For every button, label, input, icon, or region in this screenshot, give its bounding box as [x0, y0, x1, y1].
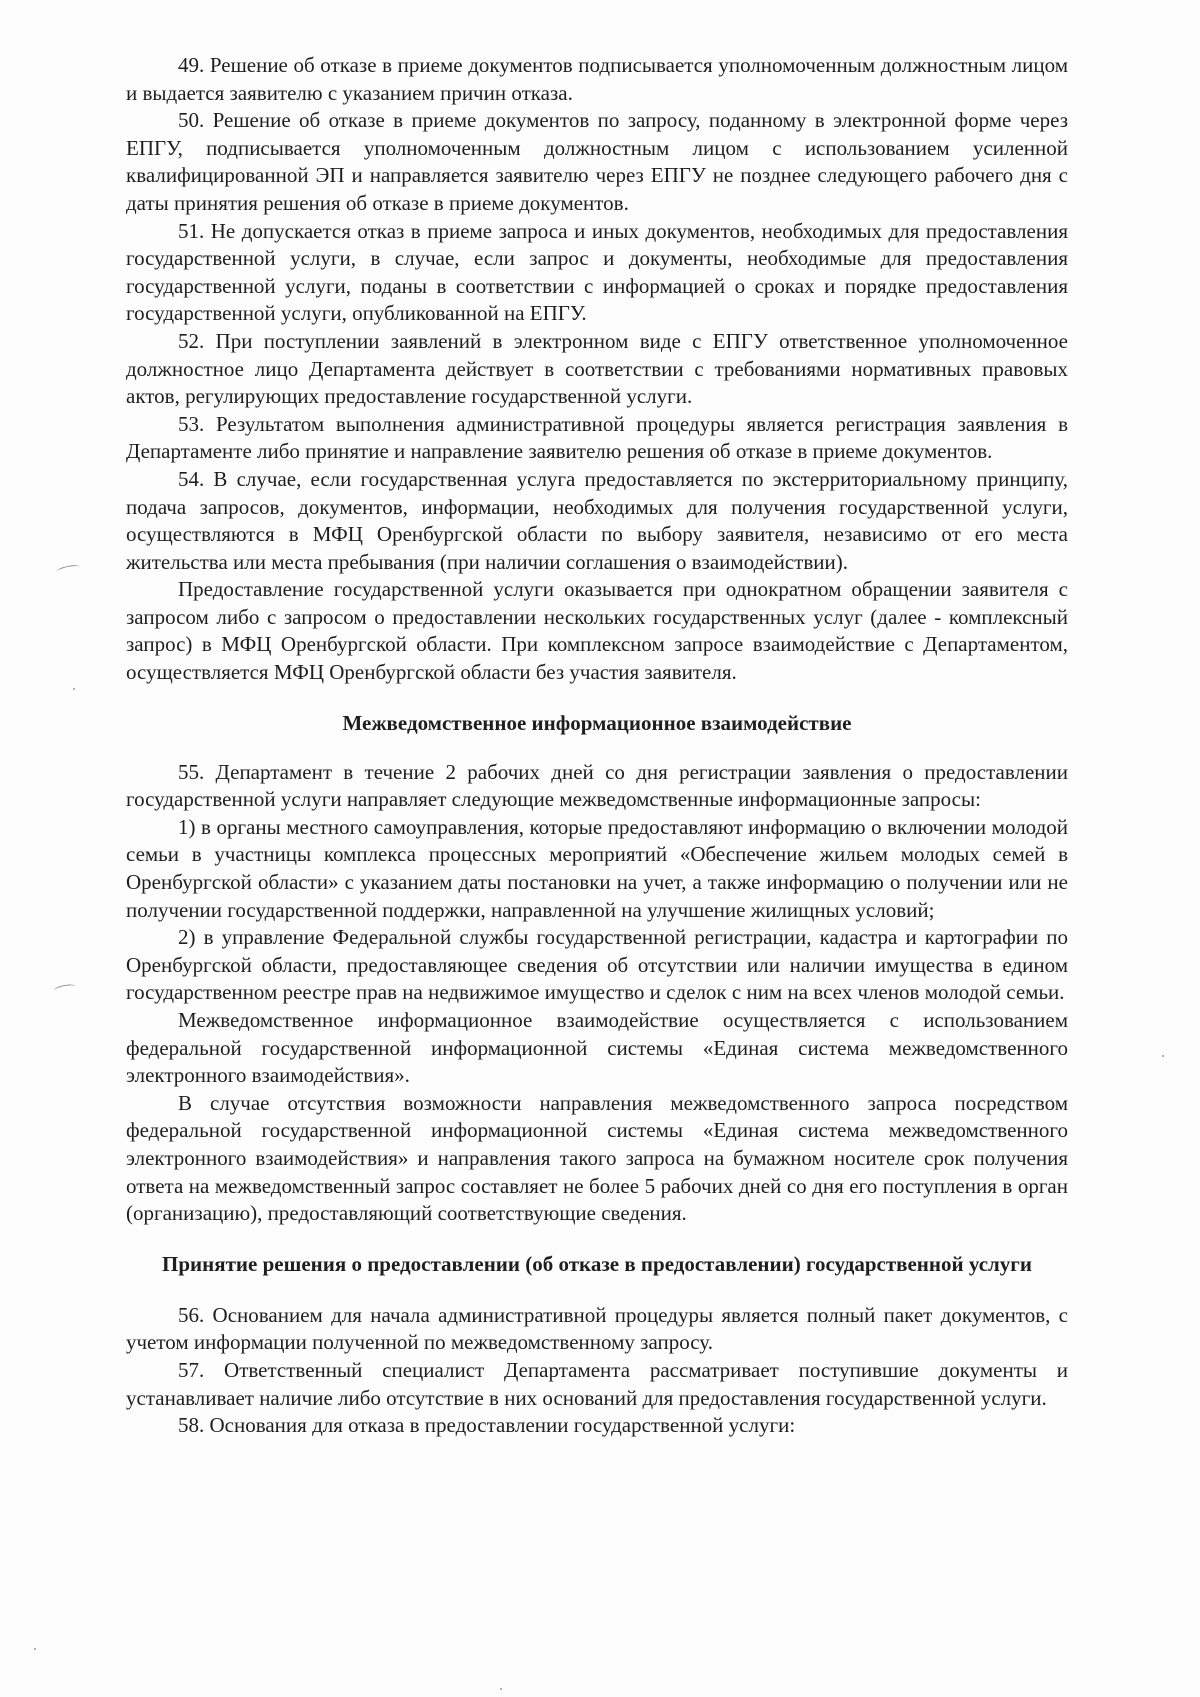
scan-artifact-mark	[56, 564, 81, 576]
paragraph-55: 55. Департамент в течение 2 рабочих дней со дня регистрации заявления о предоставлении государственной услуги направляет следующие межведомственные информационные запросы:	[126, 759, 1068, 812]
scan-artifact-dot	[1162, 1055, 1164, 1057]
scan-artifact-dot	[34, 1648, 36, 1650]
paragraph-56: 56. Основанием для начала административной процедуры является полный пакет документов, с учетом информации полученной по межведомственному запросу.	[126, 1302, 1068, 1355]
paragraph-50: 50. Решение об отказе в приеме документов по запросу, поданному в электронной форме через ЕПГУ, подписывается уполномоченным должностным лицом с использованием усиленной квалифицированной ЭП и направляется заявителю через ЕПГУ не позднее следующего рабочего дня с даты принятия решения об отказе в приеме документов.	[126, 108, 1068, 215]
section-heading-decision: Принятие решения о предоставлении (об отказе в предоставлении) государственной услуги	[162, 1251, 1032, 1276]
paragraph-52: 52. При поступлении заявлений в электронном виде с ЕПГУ ответственное уполномоченное должностное лицо Департамента действует в соответствии с требованиями нормативных правовых актов, регулирующих предоставление государственной услуги.	[126, 328, 1068, 409]
paragraph-55-interaction: Межведомственное информационное взаимодействие осуществляется с использованием федеральной государственной информационной системы «Единая система межведомственного электронного взаимодействия».	[126, 1008, 1068, 1088]
document-body	[126, 52, 1068, 1440]
paragraph-53: 53. Результатом выполнения административной процедуры является регистрация заявления в Департаменте либо принятие и направление заявителю решения об отказе в приеме документов.	[126, 411, 1068, 464]
paragraph-55-paper-request: В случае отсутствия возможности направления межведомственного запроса посредством федеральной государственной информационной системы «Единая система межведомственного электронного взаимодействия» и направления такого запроса на бумажном носителе срок получения ответа на межведомственный запрос составляет не более 5 рабочих дней со дня его поступления в орган (организацию), предоставляющий соответствующие сведения.	[126, 1090, 1068, 1226]
paragraph-54-continued: Предоставление государственной услуги оказывается при однократном обращении заявителя с запросом либо с запросом о предоставлении нескольких государственных услуг (далее - комплексный запрос) в МФЦ Оренбургской области. При комплексном запросе взаимодействие с Департаментом, осуществляется МФЦ Оренбургской области без участия заявителя.	[126, 577, 1068, 685]
paragraph-51: 51. Не допускается отказ в приеме запроса и иных документов, необходимых для предоставления государственной услуги, в случае, если запрос и документы, необходимые для предоставления государственной услуги, поданы в соответствии с информацией о сроках и порядке предоставления государственной услуги, опубликованной на ЕПГУ.	[126, 218, 1068, 326]
paragraph-55-item-1: 1) в органы местного самоуправления, которые предоставляют информацию о включении молодой семьи в участницы комплекса процессных мероприятий «Обеспечение жильем молодых семей в Оренбургской области» с указанием даты постановки на учет, а также информацию о получении или не получении государственной поддержки, направленной на улучшение жилищных условий;	[126, 814, 1068, 922]
paragraph-54: 54. В случае, если государственная услуга предоставляется по экстерриториальному принципу, подача запросов, документов, информации, необходимых для получения государственной услуги, осуществляются в МФЦ Оренбургской области по выбору заявителя, независимо от его места жительства или места пребывания (при наличии соглашения о взаимодействии).	[126, 466, 1068, 574]
paragraph-57: 57. Ответственный специалист Департамента рассматривает поступившие документы и устанавливает наличие либо отсутствие в них оснований для предоставления государственной услуги.	[126, 1357, 1068, 1410]
paragraph-58: 58. Основания для отказа в предоставлении государственной услуги:	[178, 1413, 796, 1438]
scan-artifact-dot	[500, 1688, 502, 1690]
section-heading-interagency: Межведомственное информационное взаимодействие	[342, 710, 852, 735]
paragraph-55-item-2: 2) в управление Федеральной службы государственной регистрации, кадастра и картографии по Оренбургской области, предоставляющее сведения об отсутствии или наличии имущества в едином государственном реестре прав на недвижимое имущество и сделок с ним на всех членов молодой семьи.	[126, 925, 1068, 1005]
scan-artifact-dot	[73, 688, 75, 690]
scan-artifact-mark	[54, 983, 77, 994]
paragraph-49: 49. Решение об отказе в приеме документов подписывается уполномоченным должностным лицом и выдается заявителю с указанием причин отказа.	[126, 53, 1068, 105]
